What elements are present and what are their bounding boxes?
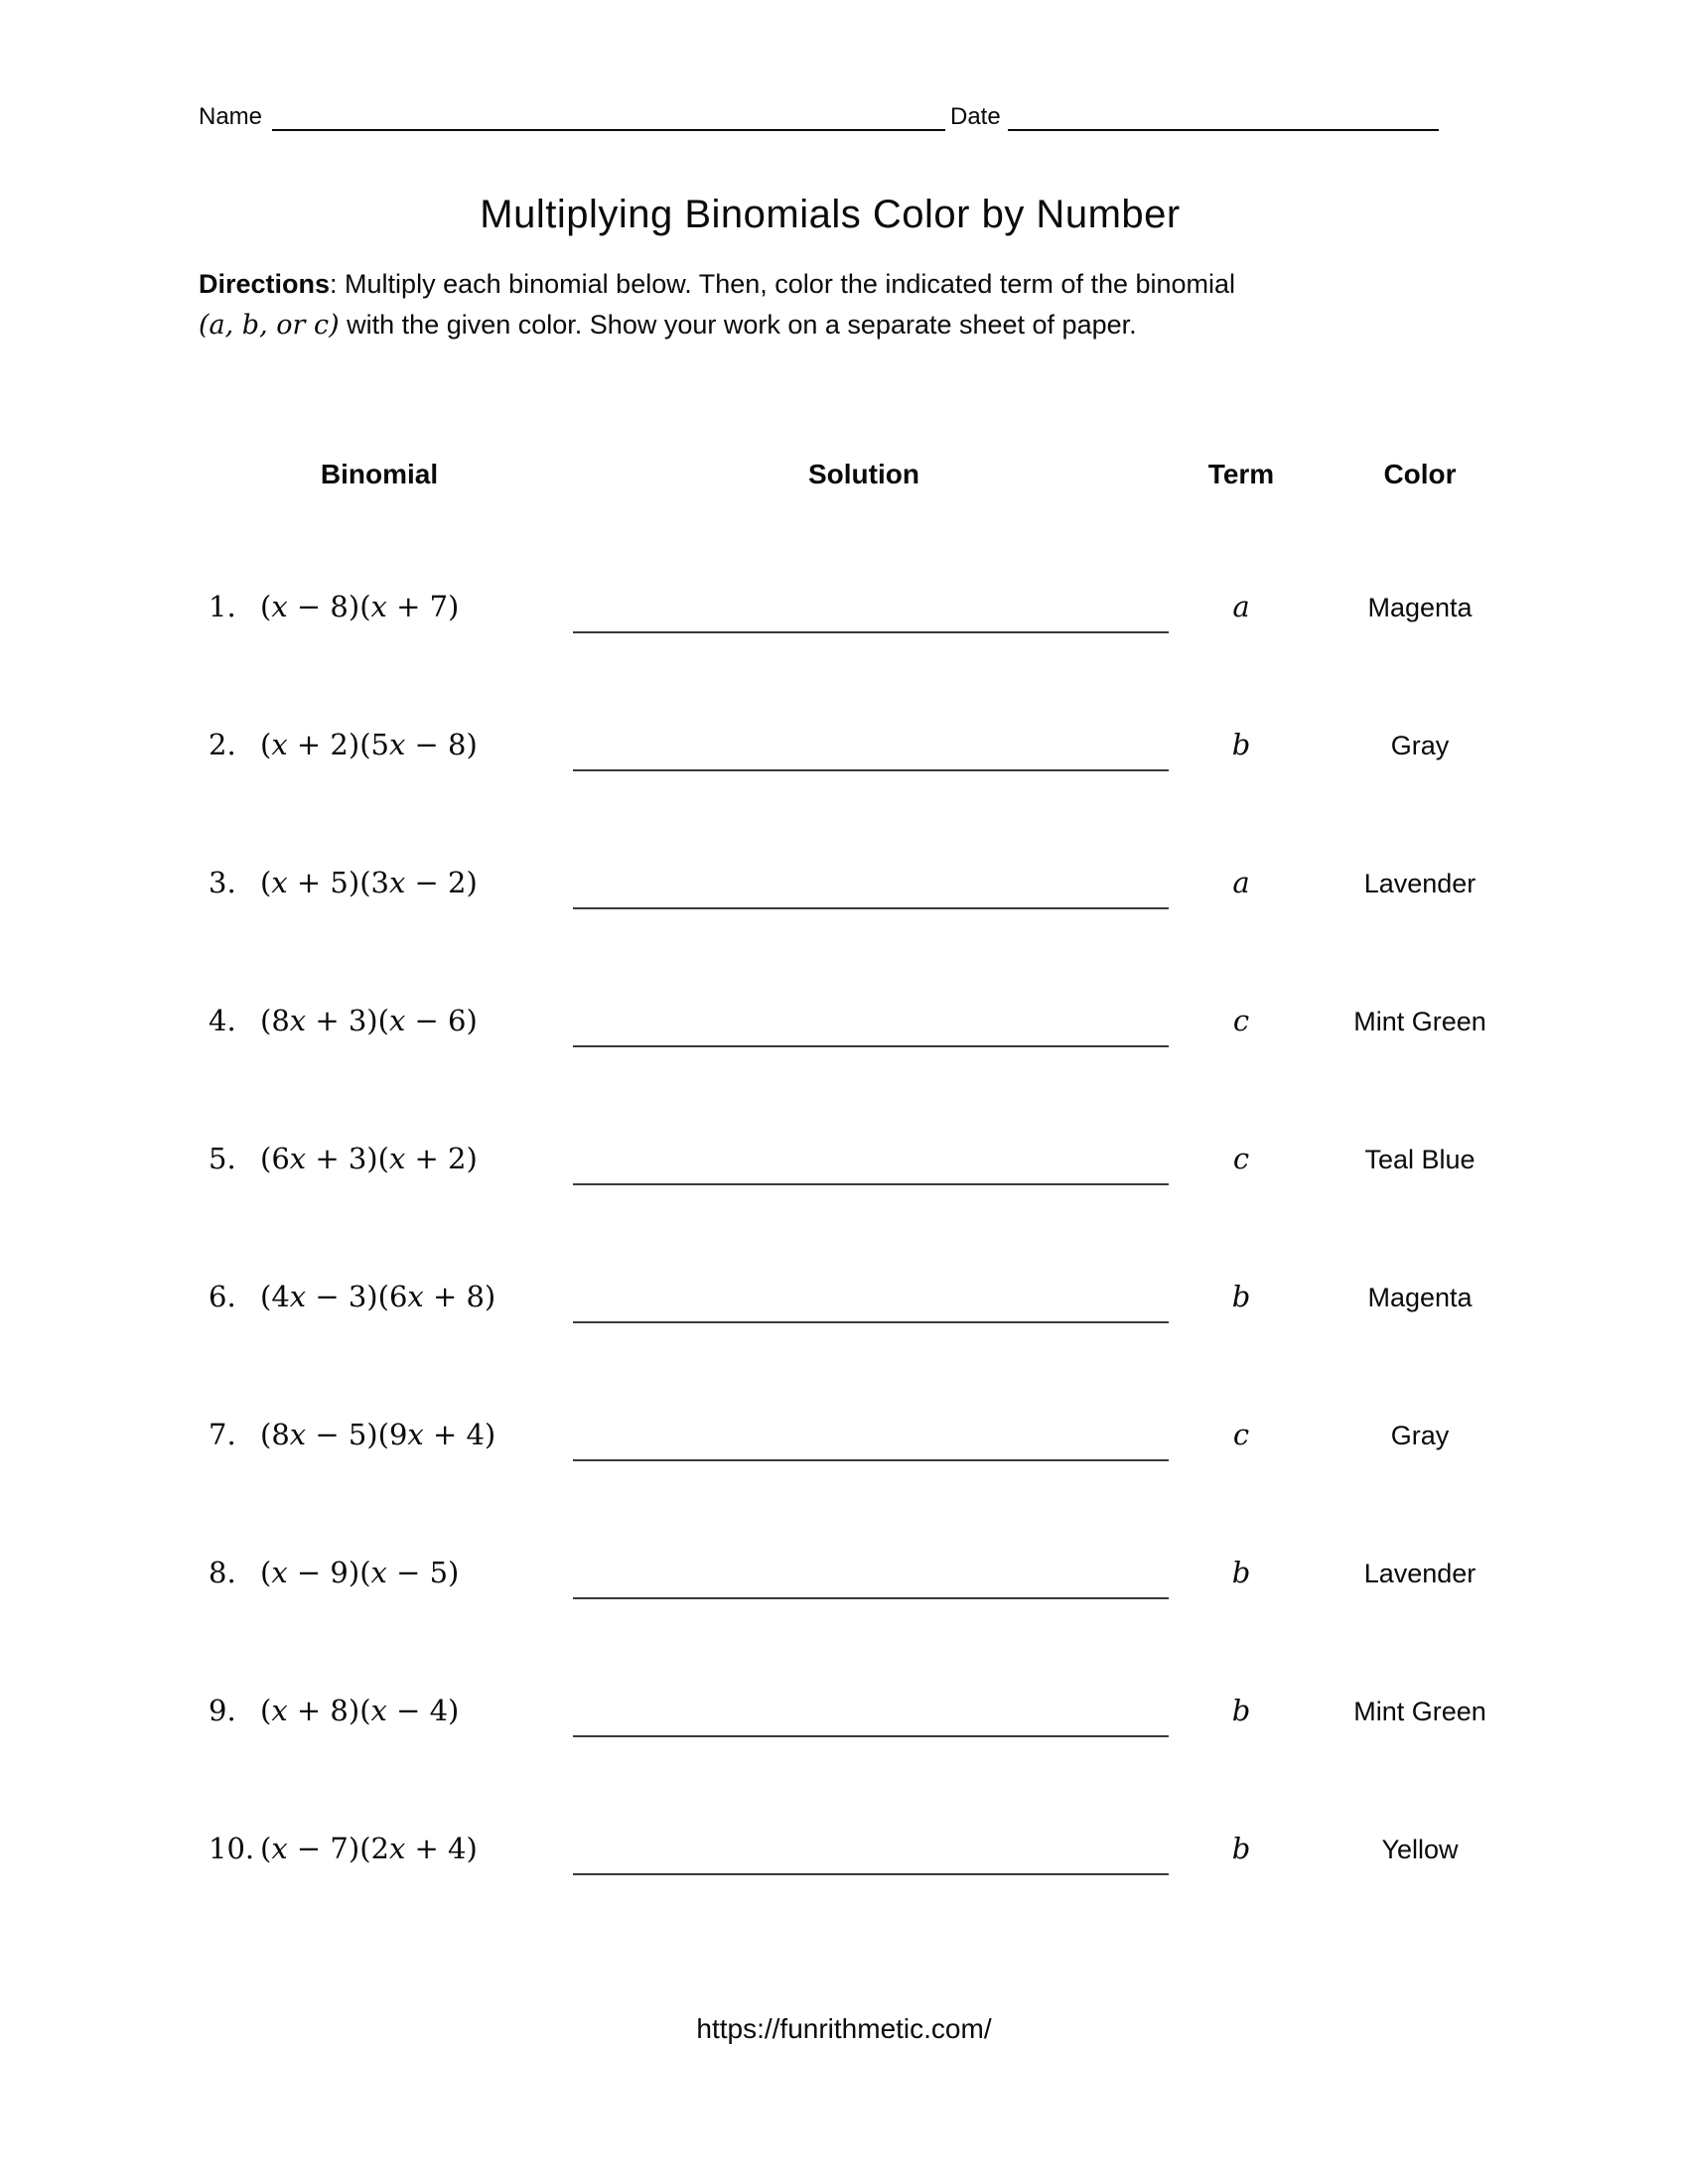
solution-blank[interactable]: [573, 1459, 1169, 1461]
page-title: Multiplying Binomials Color by Number: [480, 193, 1181, 236]
binomial-expression: (8x + 3)(x − 6): [260, 1004, 478, 1037]
problem-row: [199, 1384, 1529, 1522]
problem-number: 7.: [209, 1418, 236, 1451]
solution-blank[interactable]: [573, 1735, 1169, 1737]
color-label: Teal Blue: [1364, 1145, 1476, 1174]
color-label: Mint Green: [1353, 1007, 1486, 1036]
problem-number: 1.: [209, 590, 236, 623]
problem-number: 10.: [209, 1832, 255, 1865]
problem-row: [199, 832, 1529, 970]
name-write-line[interactable]: [272, 103, 945, 131]
solution-blank[interactable]: [573, 631, 1169, 633]
binomial-expression: (8x − 5)(9x + 4): [260, 1418, 496, 1451]
color-label: Lavender: [1363, 869, 1477, 898]
directions: [199, 264, 1450, 345]
problem-row: [199, 1522, 1529, 1660]
column-header-binomial: Binomial: [320, 459, 439, 489]
problem-row: [199, 694, 1529, 832]
problem-row: [199, 970, 1529, 1108]
term-letter: b: [1231, 728, 1251, 761]
problem-row: [199, 1798, 1529, 1936]
binomial-expression: (x − 8)(x + 7): [260, 590, 460, 623]
term-letter: b: [1231, 1694, 1251, 1727]
problem-number: 5.: [209, 1142, 236, 1175]
color-label: Lavender: [1363, 1559, 1477, 1588]
problem-row: [199, 1660, 1529, 1798]
directions-line-1: [199, 264, 1450, 305]
problem-row: [199, 1108, 1529, 1246]
footer-url-link[interactable]: https://funrithmetic.com/: [696, 2013, 992, 2044]
problem-number: 4.: [209, 1004, 236, 1037]
term-letter: b: [1231, 1280, 1251, 1313]
directions-text-1: : Multiply each binomial below. Then, color the indicated term of the binomial: [330, 269, 1236, 299]
solution-blank[interactable]: [573, 1873, 1169, 1875]
date-label: Date: [950, 103, 1001, 130]
name-label: Name: [199, 103, 263, 130]
binomial-expression: (x + 2)(5x − 8): [260, 728, 478, 761]
binomial-expression: (x + 8)(x − 4): [260, 1694, 460, 1727]
binomial-expression: (x − 9)(x − 5): [260, 1556, 460, 1589]
column-header-term: Term: [1207, 459, 1275, 489]
binomial-expression: (4x − 3)(6x + 8): [260, 1280, 496, 1313]
term-letter: a: [1232, 866, 1250, 899]
term-letter: b: [1231, 1832, 1251, 1865]
binomial-expression: (x + 5)(3x − 2): [260, 866, 478, 899]
term-letter: a: [1232, 590, 1250, 623]
solution-blank[interactable]: [573, 769, 1169, 771]
problem-row: [199, 1246, 1529, 1384]
problem-number: 8.: [209, 1556, 236, 1589]
directions-line-2: [199, 305, 1450, 345]
binomial-expression: (x − 7)(2x + 4): [260, 1832, 478, 1865]
footer: [0, 2013, 1688, 2045]
date-write-line[interactable]: [1008, 103, 1439, 131]
color-label: Yellow: [1381, 1835, 1459, 1864]
binomial-expression: (6x + 3)(x + 2): [260, 1142, 478, 1175]
solution-blank[interactable]: [573, 1183, 1169, 1185]
term-letter: c: [1232, 1418, 1250, 1451]
term-letter: c: [1232, 1142, 1250, 1175]
term-letter: c: [1232, 1004, 1250, 1037]
directions-math-terms: (a, b, or c): [199, 310, 340, 341]
directions-text-2: with the given color. Show your work on a separate sheet of paper.: [339, 310, 1137, 340]
name-date-header: [199, 103, 1470, 139]
column-header-color: Color: [1383, 459, 1457, 489]
problem-number: 3.: [209, 866, 236, 899]
color-label: Gray: [1390, 1421, 1450, 1450]
problem-number: 9.: [209, 1694, 236, 1727]
directions-label: Directions: [199, 269, 331, 299]
solution-blank[interactable]: [573, 1045, 1169, 1047]
table-header: [199, 459, 1529, 498]
problem-list: [199, 556, 1529, 1936]
solution-blank[interactable]: [573, 1597, 1169, 1599]
solution-blank[interactable]: [573, 1321, 1169, 1323]
column-header-solution: Solution: [808, 459, 919, 489]
color-label: Gray: [1390, 731, 1450, 760]
problem-number: 2.: [209, 728, 236, 761]
term-letter: b: [1231, 1556, 1251, 1589]
color-label: Magenta: [1367, 593, 1473, 622]
problem-row: [199, 556, 1529, 694]
color-label: Mint Green: [1353, 1697, 1486, 1726]
color-label: Magenta: [1367, 1283, 1473, 1312]
problem-number: 6.: [209, 1280, 236, 1313]
solution-blank[interactable]: [573, 907, 1169, 909]
